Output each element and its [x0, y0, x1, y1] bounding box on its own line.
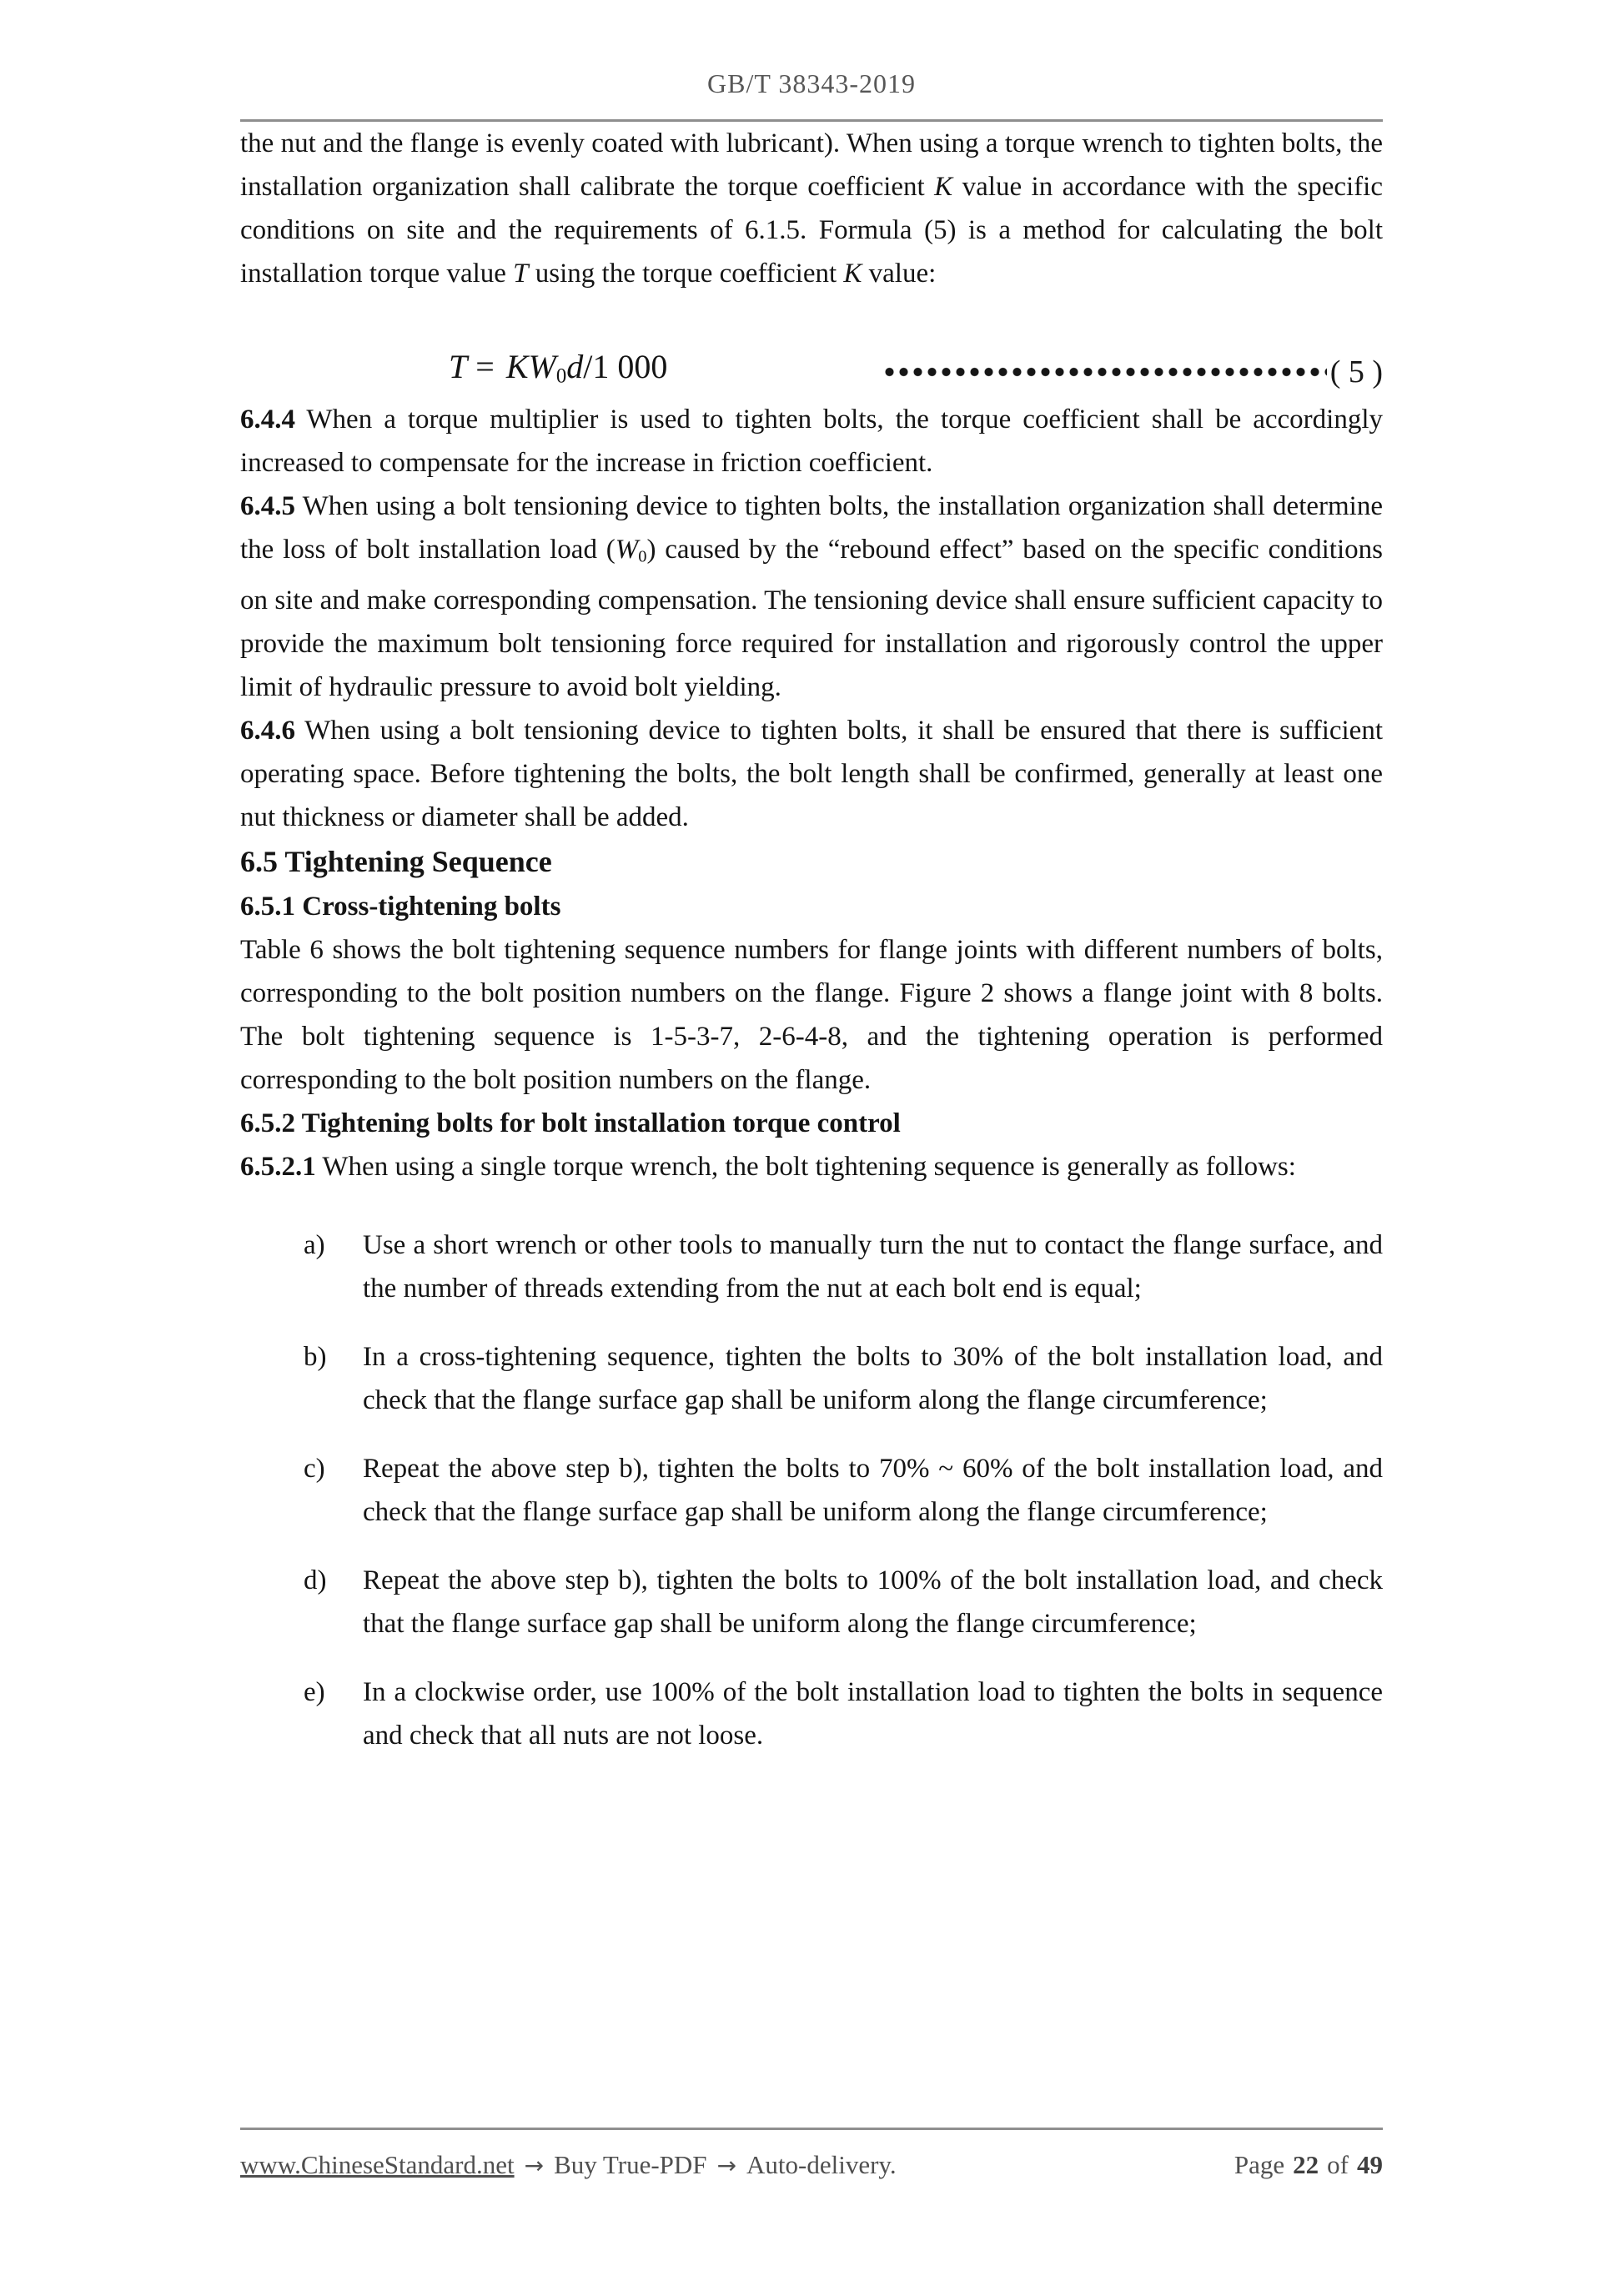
formula-5-expression [449, 345, 667, 398]
variable-T: T [513, 259, 529, 289]
clause-number: 6.4.5 [240, 491, 295, 522]
list-item-a [240, 1223, 1383, 1310]
formula-var-T: T [449, 348, 468, 385]
heading-6-5: 6.5 Tightening Sequence [240, 844, 552, 878]
intro-text-3: using the torque coefficient [528, 259, 844, 289]
clause-text: When a torque multiplier is used to tighten bolts, the torque coefficient shall be accordingly increased to compensate for the increase in friction coefficient. [240, 404, 1383, 479]
list-item-e [240, 1671, 1383, 1757]
dot-leader [882, 365, 1326, 379]
page-header-title: GB/T 38343-2019 [707, 68, 916, 98]
clause-6-5-2-1 [240, 1145, 1383, 1188]
variable-W: W [615, 535, 639, 565]
of-label: of [1327, 2150, 1349, 2179]
formula-number: ( 5 ) [1329, 354, 1383, 389]
intro-text-1: the nut and the flange is evenly coated with lubricant). When using a torque wrench to tighten bolts, the installation organization shall calibrate the torque coefficient [240, 128, 1383, 202]
document-body [240, 122, 1383, 1757]
arrow-icon: → [524, 2152, 545, 2179]
intro-text-2: value in accordance with the specific conditions on site and the requirements of 6.1.5. Formula (5) is a method for calculating the bolt installation torque value [240, 172, 1383, 289]
formula-var-d: d [566, 348, 584, 385]
clause-number: 6.5.2.1 [240, 1151, 316, 1182]
intro-text-4: value: [862, 259, 937, 289]
clause-text-2: ) caused by the “rebound effect” based on the specific conditions on site and make corresponding compensation. The tensioning device shall ensure sufficient capacity to provide the maximum bolt tensioning force required for installation and rigorously control the upper limit of hydraulic pressure to avoid bolt yielding. [240, 535, 1383, 702]
formula-var-KW: KW [505, 348, 556, 385]
formula-divisor: /1 000 [583, 348, 668, 385]
clause-text: When using a bolt tensioning device to tighten bolts, it shall be ensured that there is sufficient operating space. Before tightening the bolts, the bolt length shall be confirmed, generally at least one nut thickness or diameter shall be added. [240, 715, 1383, 832]
subscript-0: 0 [638, 547, 647, 566]
paragraph-intro [240, 122, 1383, 295]
list-item-text: Use a short wrench or other tools to manually turn the nut to contact the flange surface, and the number of threads extending from the nut at each bolt end is equal; [363, 1229, 1383, 1304]
page-indicator [1226, 2150, 1383, 2180]
equals-sign: = [475, 348, 495, 385]
variable-K: K [934, 172, 953, 202]
website-link[interactable]: www.ChineseStandard.net [240, 2150, 515, 2179]
list-marker: d) [304, 1565, 327, 1595]
clause-number: 6.4.4 [240, 404, 295, 435]
clause-6-4-6 [240, 709, 1383, 839]
list-item-d [240, 1559, 1383, 1645]
ordered-list [240, 1223, 1383, 1757]
clause-number: 6.4.6 [240, 715, 295, 746]
total-page-number: 49 [1357, 2150, 1383, 2179]
clause-6-4-4 [240, 398, 1383, 485]
list-marker: e) [304, 1676, 325, 1707]
clause-text: When using a single torque wrench, the bolt tightening sequence is generally as follows: [315, 1151, 1296, 1182]
current-page-number: 22 [1293, 2150, 1319, 2179]
heading-6-5-1: 6.5.1 Cross-tightening bolts [240, 891, 561, 922]
list-item-text: In a cross-tightening sequence, tighten the bolts to 30% of the bolt installation load, and check that the flange surface gap shall be uniform along the flange circumference; [363, 1341, 1383, 1415]
page-footer [240, 2128, 1383, 2180]
list-item-text: In a clockwise order, use 100% of the bolt installation load to tighten the bolts in sequence and check that all nuts are not loose. [363, 1676, 1383, 1751]
formula-5-row [240, 345, 1383, 398]
footer-left [240, 2150, 897, 2180]
list-item-text: Repeat the above step b), tighten the bolts to 100% of the bolt installation load, and check that the flange surface gap shall be uniform along the flange circumference; [363, 1565, 1383, 1639]
list-item-b [240, 1335, 1383, 1422]
formula-subscript-0: 0 [555, 364, 567, 388]
paragraph-6-5-1: Table 6 shows the bolt tightening sequence numbers for flange joints with different numbers of bolts, corresponding to the bolt position numbers on the flange. Figure 2 shows a flange joint with 8 bolts. The bolt tightening sequence is 1-5-3-7, 2-6-4-8, and the tightening operation is performed corresponding to the bolt position numbers on the flange. [240, 934, 1383, 1095]
list-marker: b) [304, 1341, 327, 1372]
footer-delivery-text: Auto-delivery. [746, 2150, 897, 2179]
heading-6-5-2: 6.5.2 Tightening bolts for bolt installation torque control [240, 1108, 901, 1138]
list-item-c [240, 1447, 1383, 1534]
variable-K2: K [843, 259, 862, 289]
clause-6-4-5 [240, 485, 1383, 709]
page-label: Page [1234, 2150, 1285, 2179]
list-marker: a) [304, 1229, 325, 1260]
arrow-icon: → [716, 2152, 737, 2179]
footer-buy-text: Buy True-PDF [554, 2150, 707, 2179]
clause-text-1: When using a bolt tensioning device to tighten bolts, the installation organization shall determine the loss of bolt installation load ( [240, 491, 1383, 565]
list-item-text: Repeat the above step b), tighten the bolts to 70% ~ 60% of the bolt installation load, and check that the flange surface gap shall be uniform along the flange circumference; [363, 1453, 1383, 1527]
list-marker: c) [304, 1453, 325, 1484]
